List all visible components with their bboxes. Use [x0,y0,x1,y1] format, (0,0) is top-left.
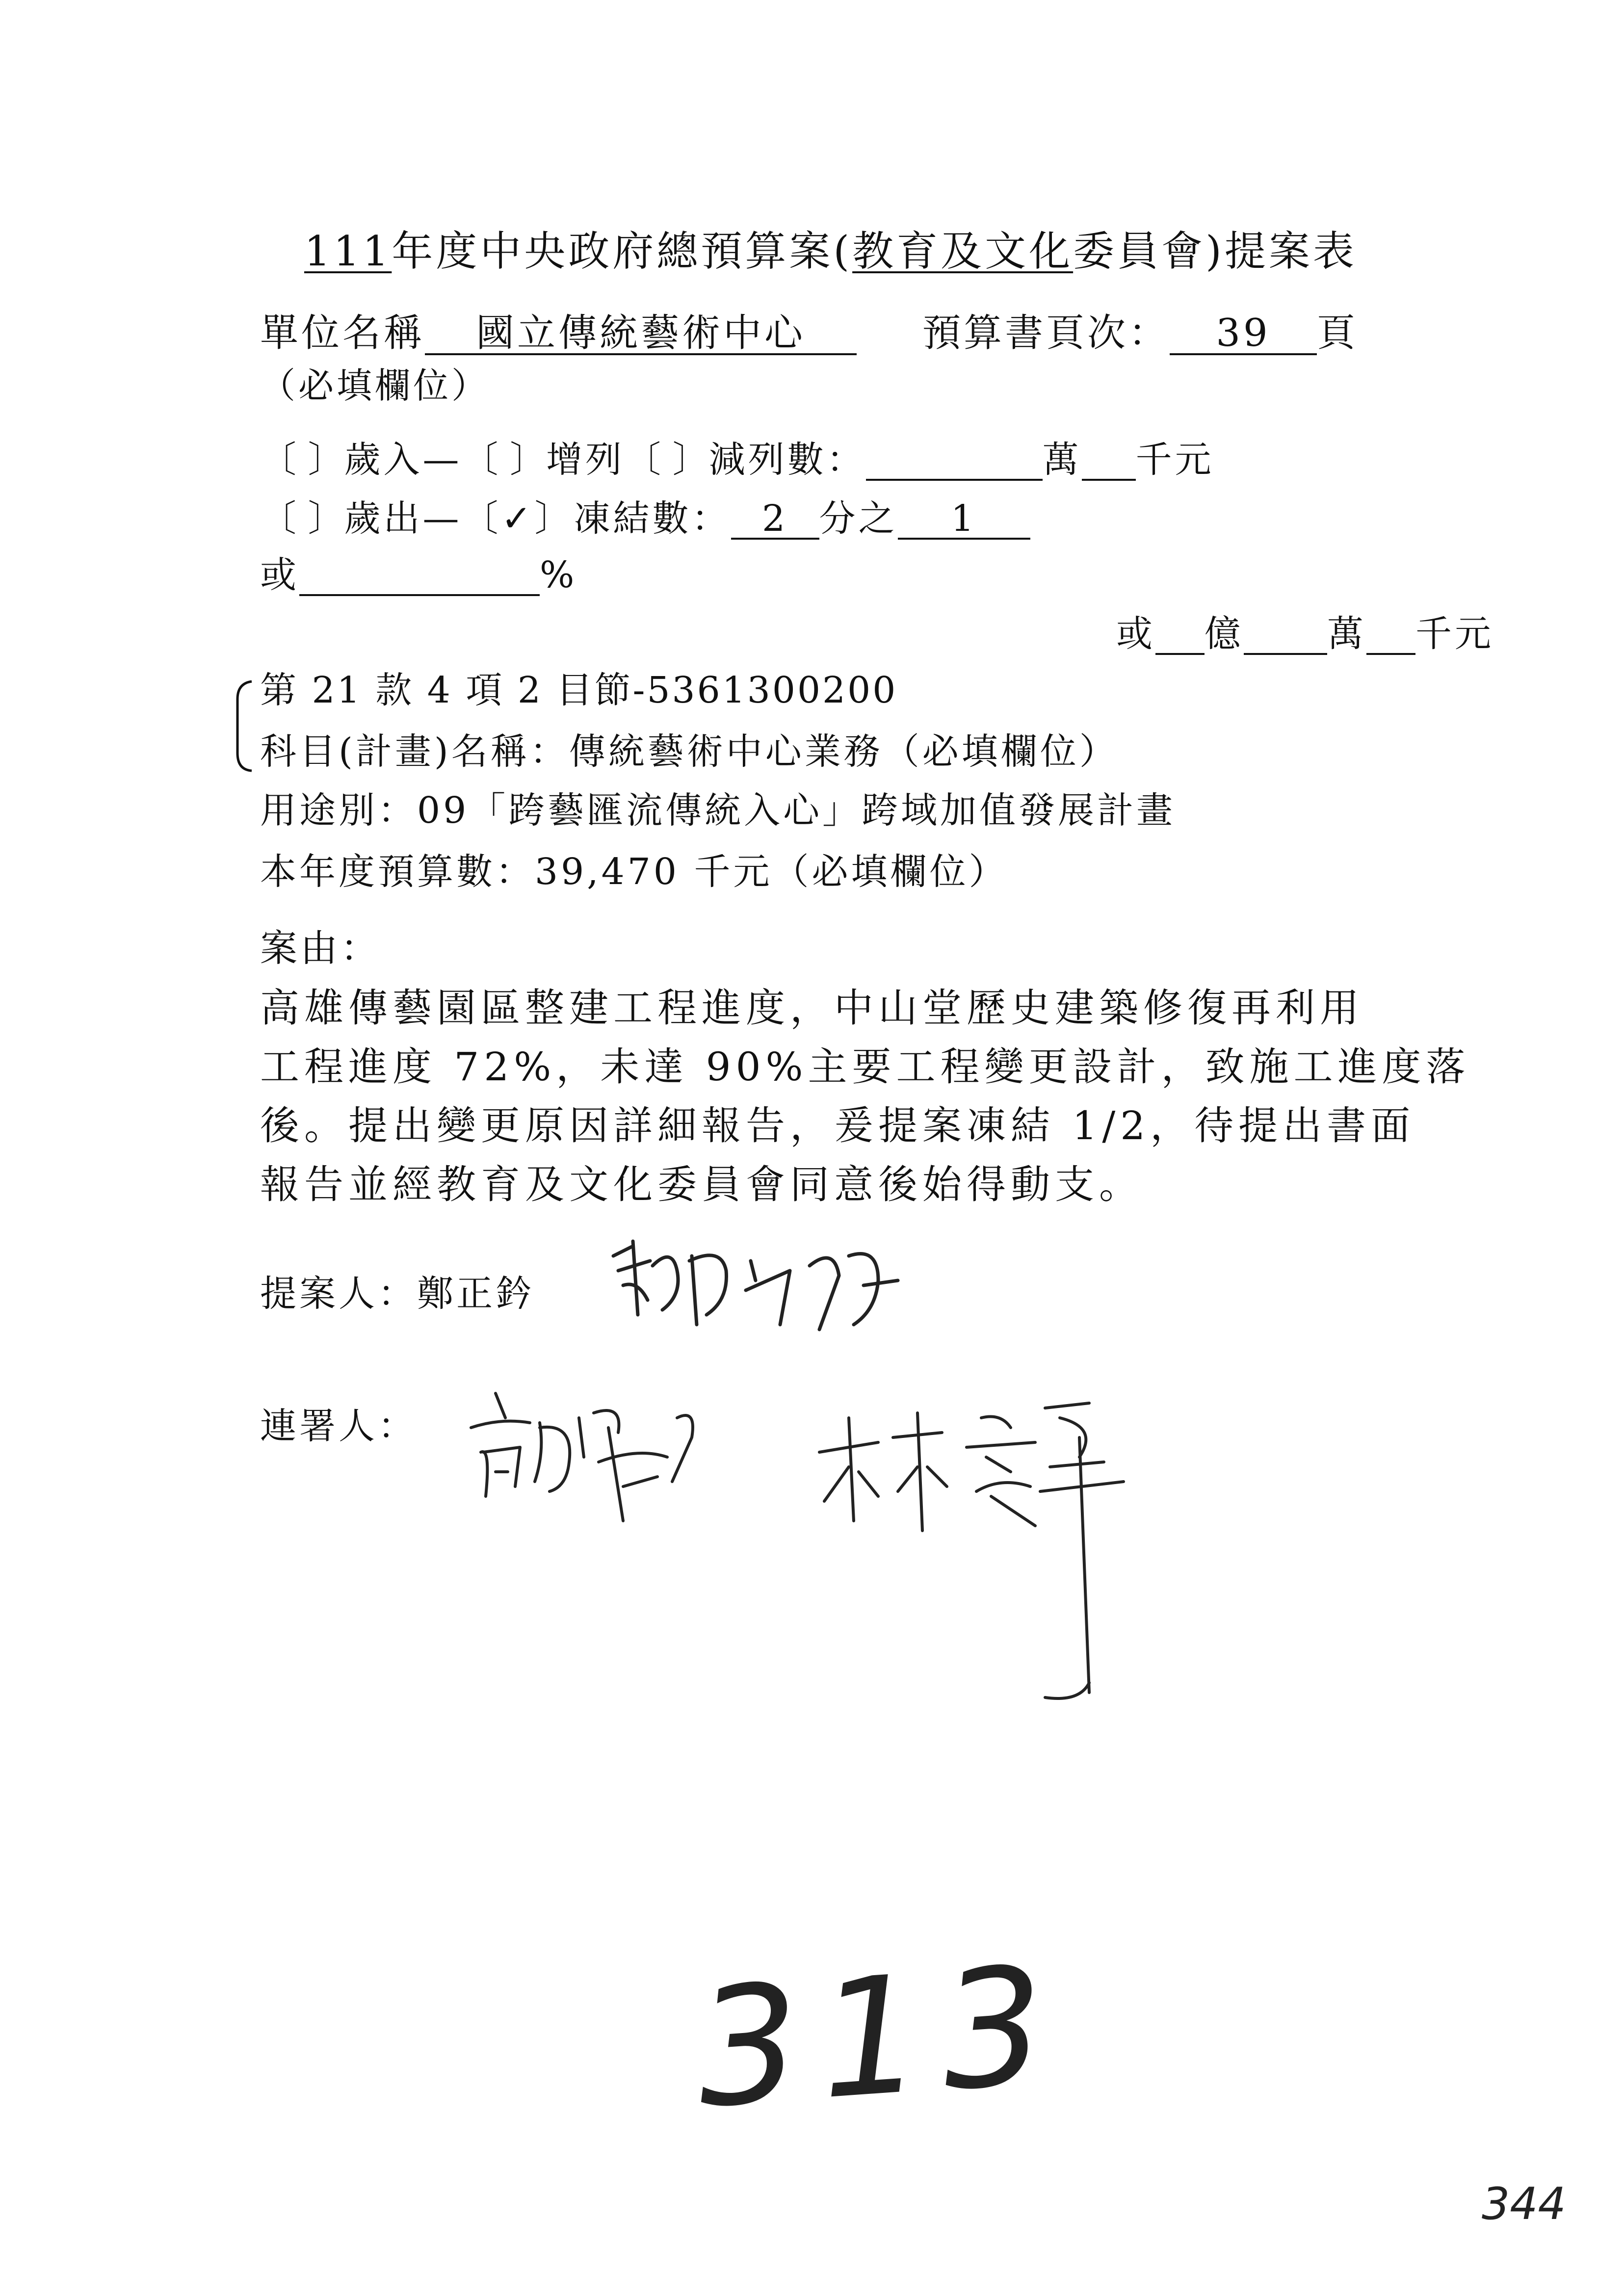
title-part2: 委員會)提案表 [1073,227,1357,275]
proposer-line [260,1273,535,1315]
page-ref [922,311,1359,355]
freeze-numerator: 1 [898,500,1030,540]
reason-label: 案由： [260,926,381,970]
proposer-label: 提案人： [260,1273,417,1315]
page-label: 預算書頁次： [922,311,1170,355]
yi-label: 億 [1205,613,1244,655]
unit-label: 單位名稱 [260,311,425,355]
form-title [304,227,1357,275]
reason-line-3: 後。提出變更原因詳細報告，爰提案凍結 1/2，待提出書面 [260,1103,1415,1148]
page-unit: 頁 [1317,311,1359,355]
wan-blank [1244,616,1327,655]
checkbox-freeze-close: 〕 [534,497,574,540]
reason-line-2: 工程進度 72%，未達 90%主要工程變更設計，致施工進度落 [260,1044,1470,1090]
usage-line: 用途別：09「跨藝匯流傳統入心」跨域加值發展計畫 [260,789,1176,832]
check-mark-icon: ✓ [501,497,535,540]
unit-qian: 千元 [1135,439,1214,481]
checkbox-decrease: 〔 〕 [625,439,709,481]
title-year: 111 [304,227,392,275]
unit-wan: 萬 [1042,439,1082,481]
percent-sign: % [540,554,577,596]
checkbox-expense: 〔 〕 [260,497,344,540]
revenue-line [260,439,1214,481]
or-label-2: 或 [1116,613,1155,655]
qian-blank [1366,616,1415,655]
reason-line-4: 報告並經教育及文化委員會同意後始得動支。 [260,1162,1143,1207]
freeze-denominator: 2 [731,500,819,540]
decrease-label: 減列數： [708,439,866,481]
cosigner-label: 連署人： [260,1405,417,1447]
page-number: 344 [1482,2178,1566,2230]
unit-line [260,311,857,355]
wan-label: 萬 [1327,613,1366,655]
checkbox-freeze-open: 〔 [462,497,501,540]
yi-blank [1155,616,1205,655]
page-value: 39 [1170,314,1317,355]
freeze-label: 凍結數： [574,497,731,540]
subject-name: 科目(計畫)名稱：傳統藝術中心業務（必填欄位） [260,731,1119,773]
title-committee: 教育及文化 [852,227,1074,275]
expense-label: 歲出— [344,497,462,540]
or-label: 或 [260,554,299,596]
title-part1: 年度中央政府總預算案( [392,227,853,275]
revenue-label: 歲入— [344,439,462,481]
amount-blank [866,442,1043,481]
required-note: （必填欄位） [260,365,490,406]
cosigner-signature-1 [461,1374,746,1536]
fraction-label: 分之 [819,497,898,540]
or-amount-line [1116,613,1494,655]
amount-blank-2 [1082,442,1136,481]
checkbox-revenue: 〔 〕 [260,439,344,481]
handwritten-number: 313 [690,1930,1071,2144]
reason-line-1: 高雄傳藝園區整建工程進度，中山堂歷史建築修復再利用 [260,985,1364,1031]
checkbox-increase: 〔 〕 [462,439,547,481]
qian-label: 千元 [1415,613,1494,655]
or-percent-line [260,554,577,596]
budget-amount: 本年度預算數：39,470 千元（必填欄位） [260,851,1008,893]
left-bracket [235,679,249,773]
percent-blank [299,557,540,596]
expense-line [260,497,1030,540]
increase-label: 增列 [546,439,625,481]
cosigner-signature-2 [805,1388,1148,1702]
proposer-name: 鄭正鈐 [417,1273,535,1315]
budget-code: 第 21 款 4 項 2 目節-5361300200 [260,669,898,711]
proposer-signature [603,1226,917,1339]
unit-value: 國立傳統藝術中心 [425,314,857,355]
